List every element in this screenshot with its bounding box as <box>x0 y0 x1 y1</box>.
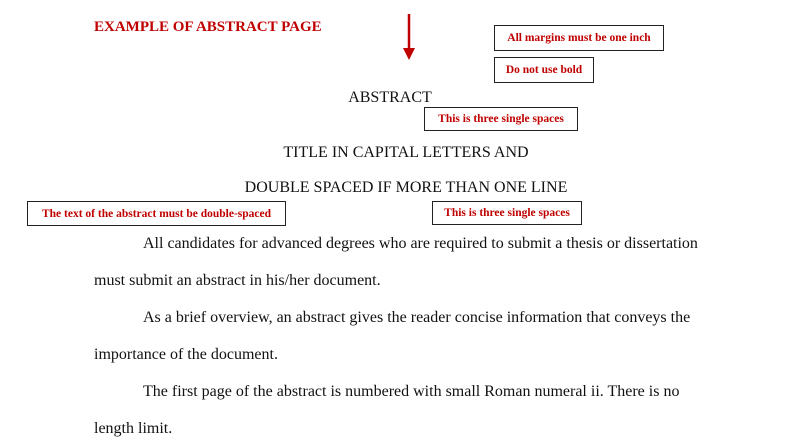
paragraph-2-line-2: importance of the document. <box>94 346 278 363</box>
abstract-heading: ABSTRACT <box>348 89 432 106</box>
paragraph-1-line-1: All candidates for advanced degrees who are required to submit a thesis or dissertation <box>143 235 698 252</box>
paragraph-1-line-2: must submit an abstract in his/her document. <box>94 272 381 289</box>
title-line-1: TITLE IN CAPITAL LETTERS AND <box>283 144 529 161</box>
paragraph-3-line-1: The first page of the abstract is numbered with small Roman numeral ii. There is no <box>143 383 680 400</box>
margins-note: All margins must be one inch <box>494 25 664 51</box>
paragraph-3-line-2: length limit. <box>94 420 173 437</box>
down-arrow-icon <box>402 14 416 60</box>
no-bold-note: Do not use bold <box>494 57 594 83</box>
example-header-label: EXAMPLE OF ABSTRACT PAGE <box>94 19 322 35</box>
title-line-2: DOUBLE SPACED IF MORE THAN ONE LINE <box>244 179 568 196</box>
paragraph-2-line-1: As a brief overview, an abstract gives the reader concise information that conveys the <box>143 309 691 326</box>
double-spaced-note: The text of the abstract must be double-spaced <box>27 201 286 226</box>
three-spaces-note-2: This is three single spaces <box>432 201 582 225</box>
three-spaces-note-1: This is three single spaces <box>424 107 578 131</box>
